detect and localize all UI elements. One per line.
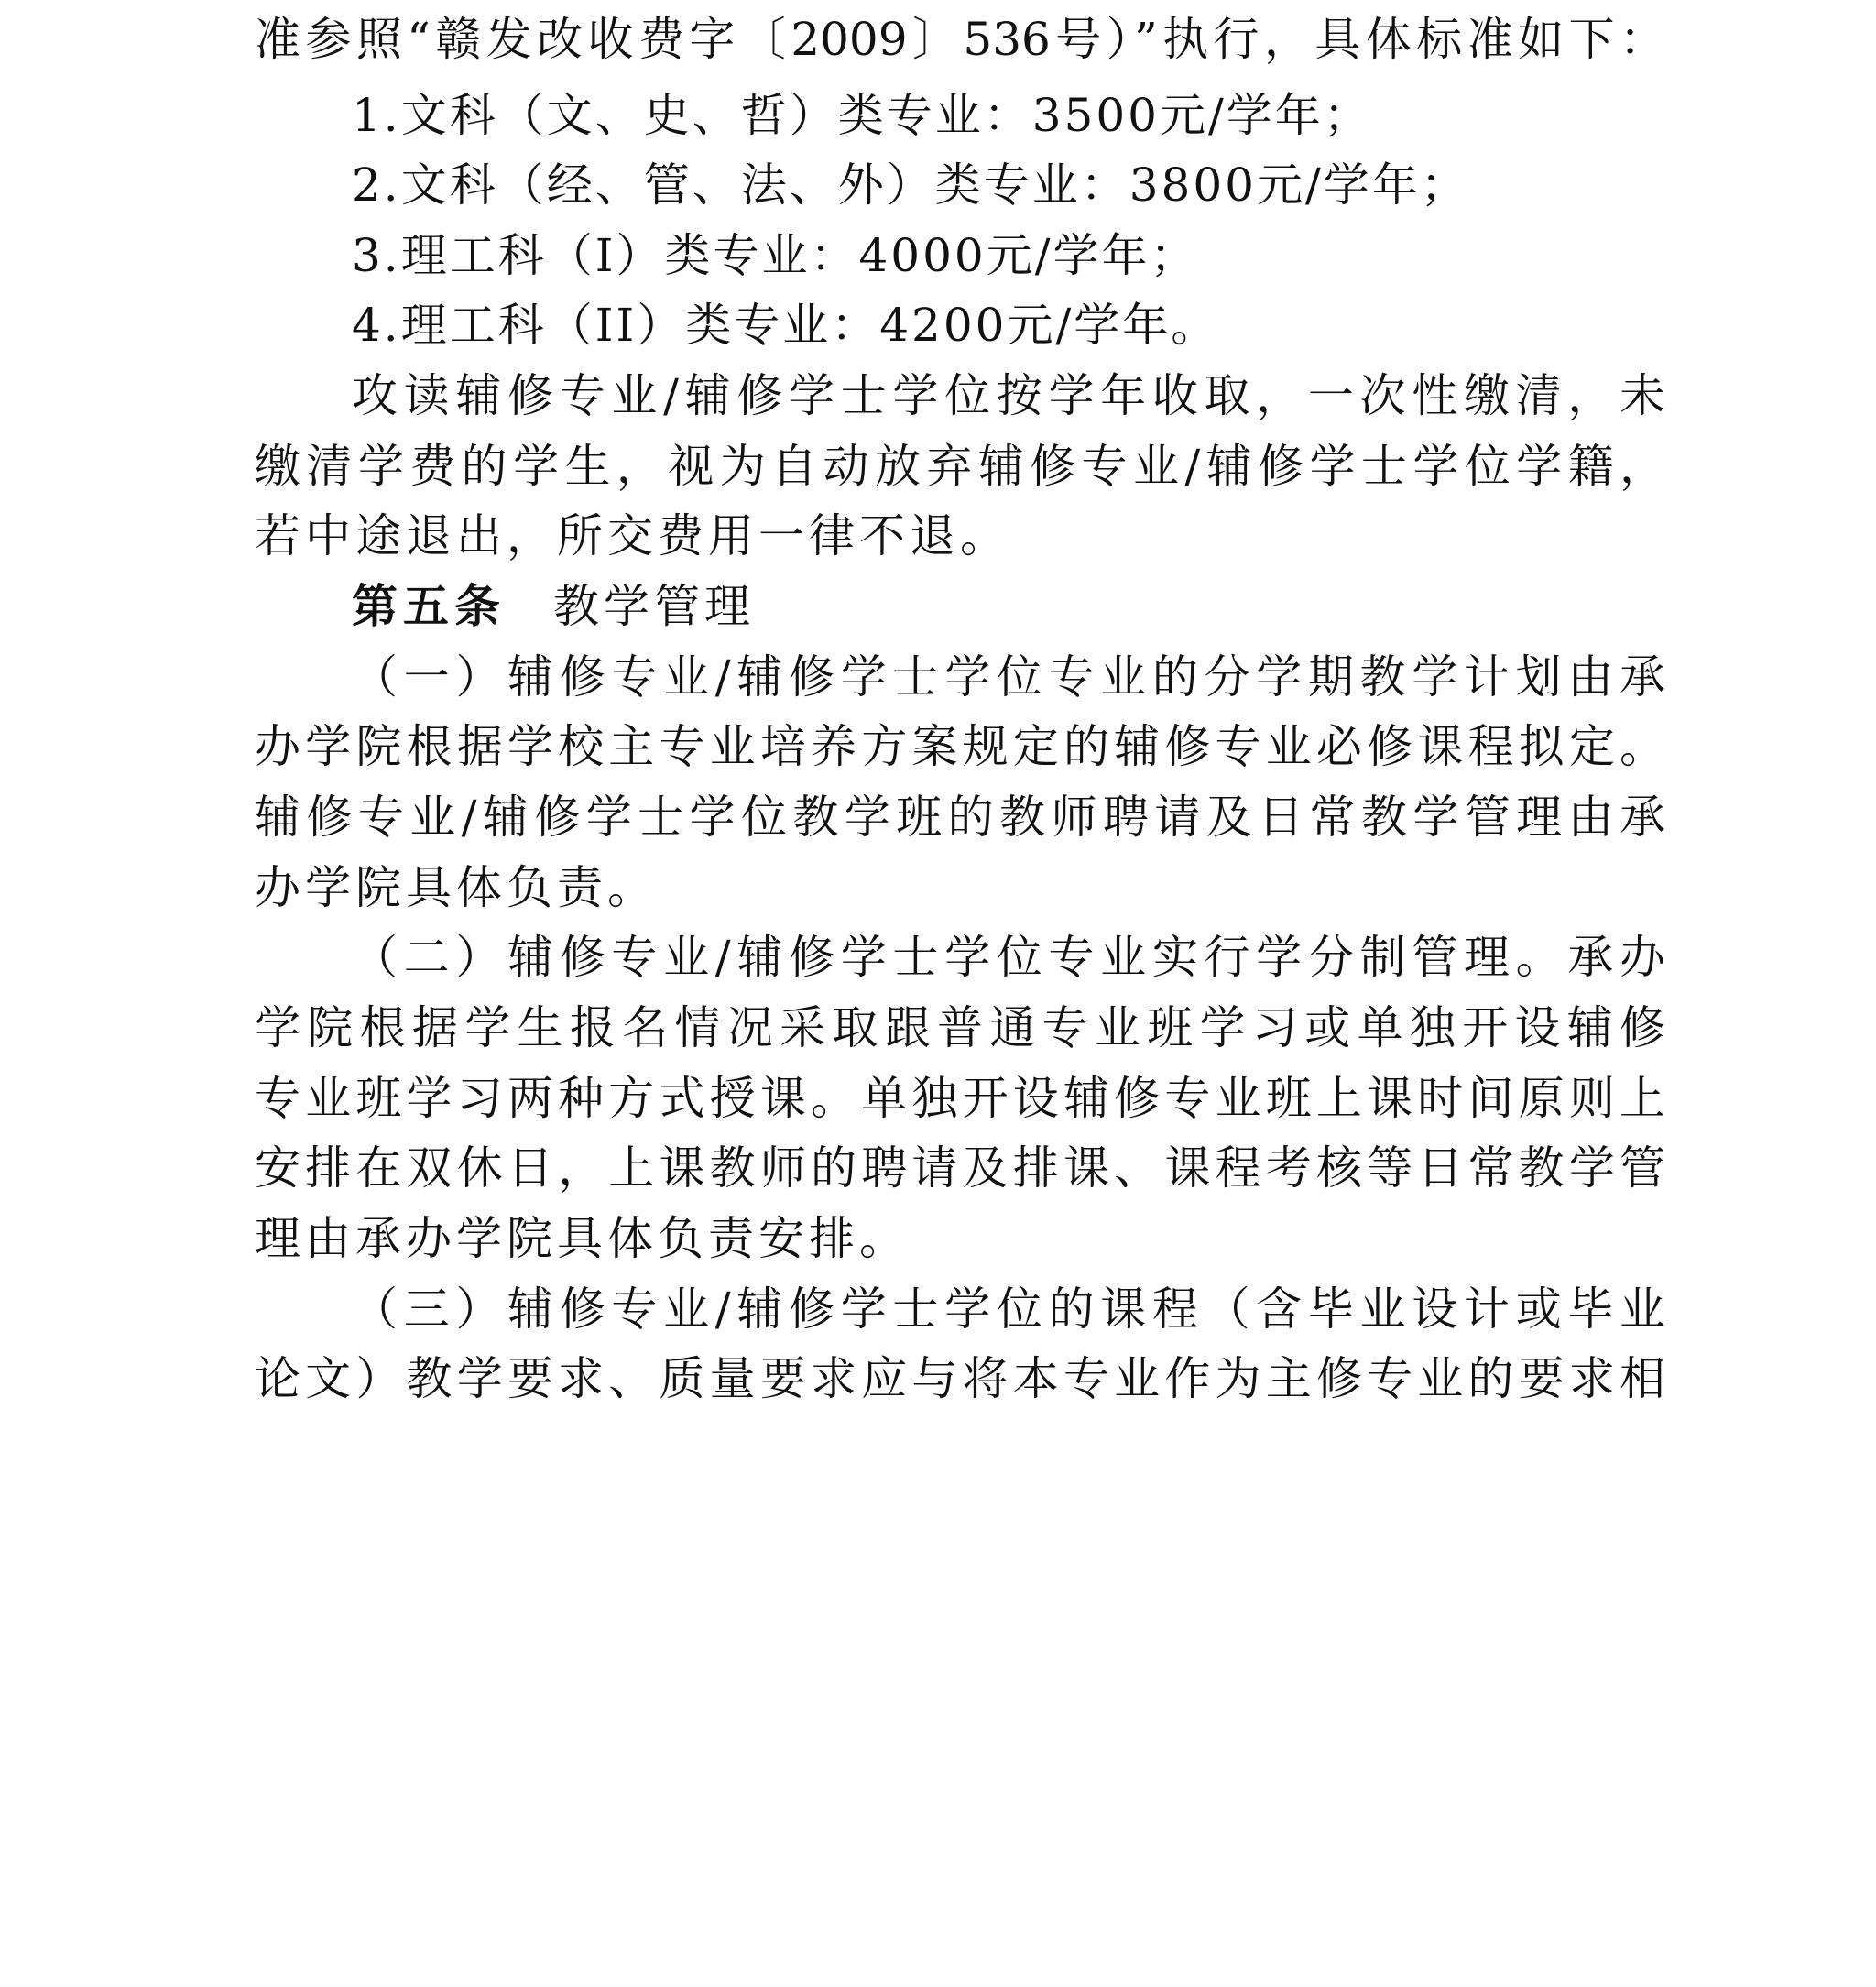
fee-item-1: 1.文科（文、史、哲）类专业：3500元/学年； [352,89,1372,142]
paragraph-line: 办学院根据学校主专业培养方案规定的辅修专业必修课程拟定。 [255,720,1665,773]
paragraph-line: 论文）教学要求、质量要求应与将本专业作为主修专业的要求相 [255,1352,1665,1405]
paragraph-line: 缴清学费的学生，视为自动放弃辅修专业/辅修学士学位学籍， [255,440,1665,493]
paragraph-line: 攻读辅修专业/辅修学士学位按学年收取，一次性缴清，未 [352,369,1665,422]
paragraph-line: 安排在双休日，上课教师的聘请及排课、课程考核等日常教学管 [255,1141,1665,1195]
paragraph-line: （一）辅修专业/辅修学士学位专业的分学期教学计划由承 [352,650,1665,704]
article-heading [352,579,1665,634]
paragraph-line: （三）辅修专业/辅修学士学位的课程（含毕业设计或毕业 [352,1283,1665,1336]
paragraph-line: 专业班学习两种方式授课。单独开设辅修专业班上课时间原则上 [255,1072,1665,1125]
article-title: 教学管理 [553,580,755,633]
paragraph-line: 理由承办学院具体负责安排。 [255,1212,910,1265]
paragraph-line: （二）辅修专业/辅修学士学位专业实行学分制管理。承办 [352,931,1665,984]
article-number: 第五条 [352,579,506,633]
fee-item-4: 4.理工科（II）类专业：4200元/学年。 [352,299,1220,352]
paragraph-line: 准参照“赣发改收费字〔2009〕536号）”执行，具体标准如下： [255,13,1665,66]
paragraph-line: 学院根据学生报名情况采取跟普通专业班学习或单独开设辅修 [255,1001,1665,1054]
paragraph-line: 辅修专业/辅修学士学位教学班的教师聘请及日常教学管理由承 [255,791,1665,844]
paragraph-line: 办学院具体负责。 [255,861,658,914]
paragraph-line: 若中途退出，所交费用一律不退。 [255,509,1010,562]
fee-item-3: 3.理工科（I）类专业：4000元/学年； [352,229,1199,282]
fee-item-2: 2.文科（经、管、法、外）类专业：3800元/学年； [352,158,1469,212]
